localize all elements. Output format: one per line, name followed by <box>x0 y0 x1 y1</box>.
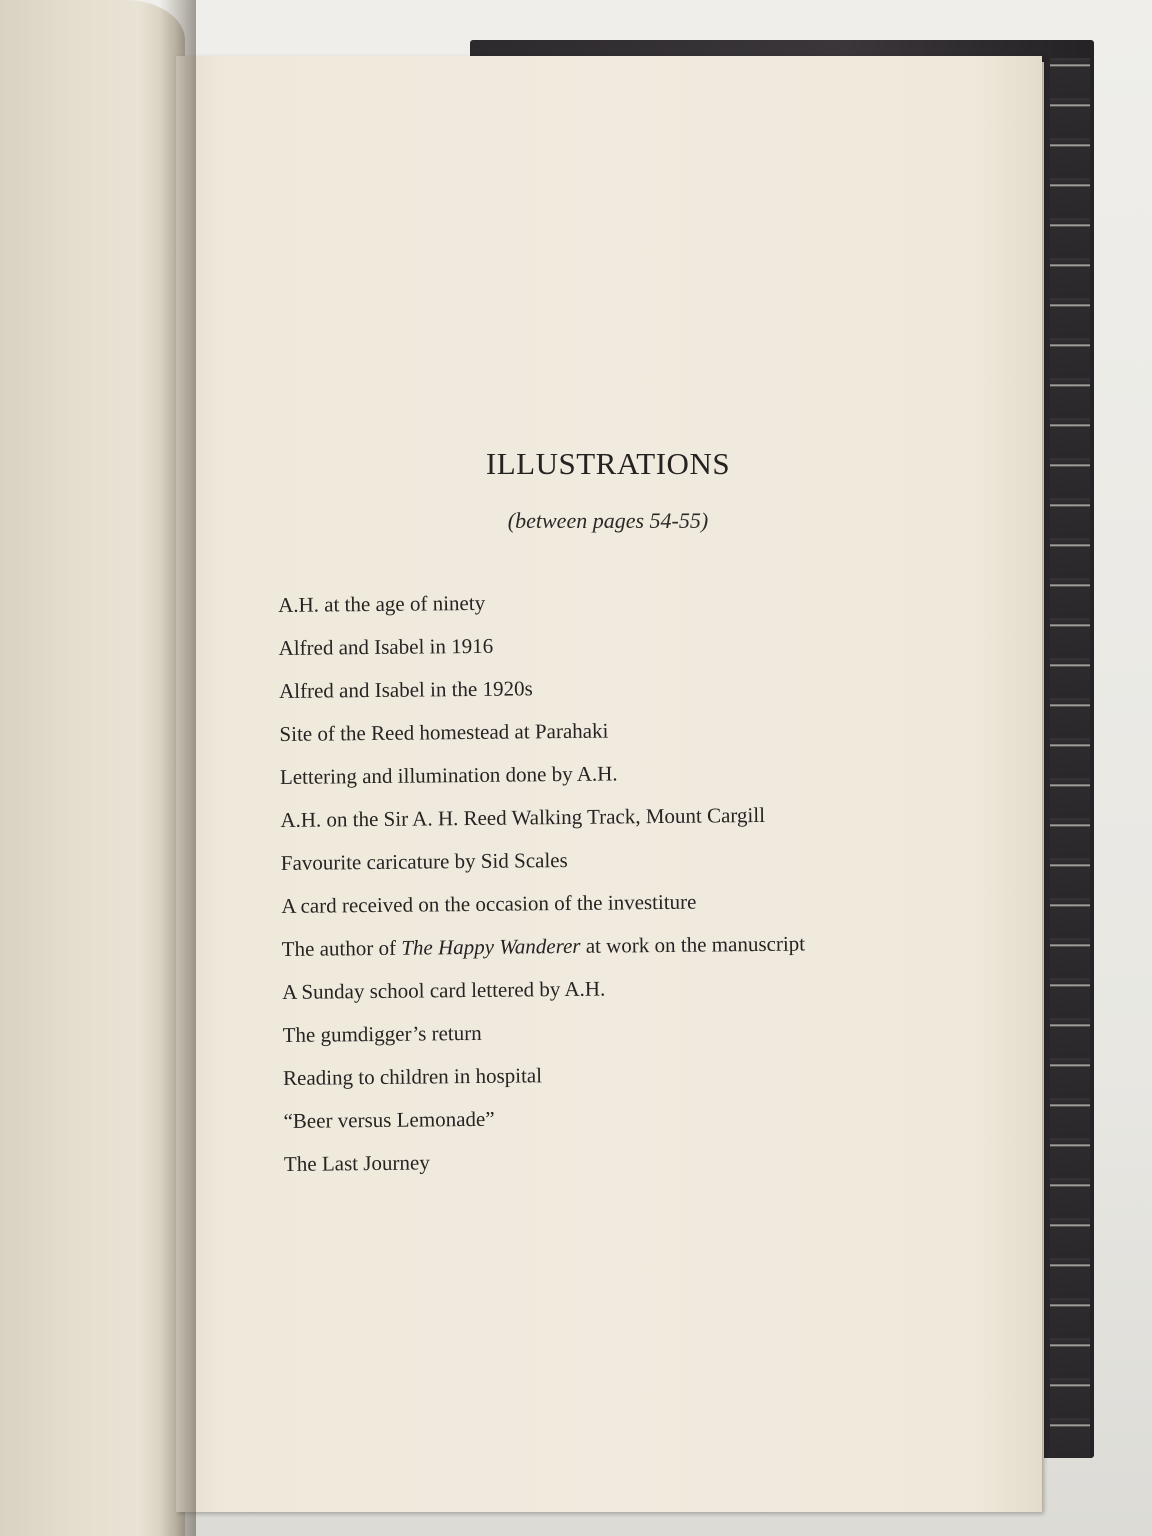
right-page <box>176 56 1042 1512</box>
list-item-text: The author of <box>281 935 402 961</box>
illustrations-list <box>278 587 844 1176</box>
page-heading: ILLUSTRATIONS <box>485 446 731 481</box>
cover-worn-edge <box>1050 58 1090 1458</box>
list-item: Lettering and illumination done by A.H. <box>279 761 618 789</box>
list-item <box>282 931 842 961</box>
list-item: A.H. at the age of ninety <box>278 590 486 617</box>
list-item: A.H. on the Sir A. H. Reed Walking Track, Mount Cargill <box>280 802 766 832</box>
list-item: Site of the Reed homestead at Parahaki <box>279 718 609 746</box>
list-item: A card received on the occasion of the investiture <box>281 889 697 918</box>
list-item: A Sunday school card lettered by A.H. <box>282 976 606 1004</box>
book-gutter-shadow <box>160 0 196 1536</box>
list-item: Alfred and Isabel in the 1920s <box>278 676 533 703</box>
book-title: The Happy Wanderer <box>401 933 581 960</box>
list-item: The gumdigger’s return <box>282 1020 482 1047</box>
page-subheading: (between pages 54-55) <box>507 508 709 533</box>
list-item: Reading to children in hospital <box>282 1063 543 1090</box>
list-item: Favourite caricature by Sid Scales <box>280 847 568 875</box>
left-facing-page <box>0 0 185 1536</box>
list-item: “Beer versus Lemonade” <box>283 1106 495 1133</box>
list-item-text: at work on the manuscript <box>580 931 806 958</box>
list-item: Alfred and Isabel in 1916 <box>278 633 494 660</box>
list-item: The Last Journey <box>283 1150 430 1176</box>
